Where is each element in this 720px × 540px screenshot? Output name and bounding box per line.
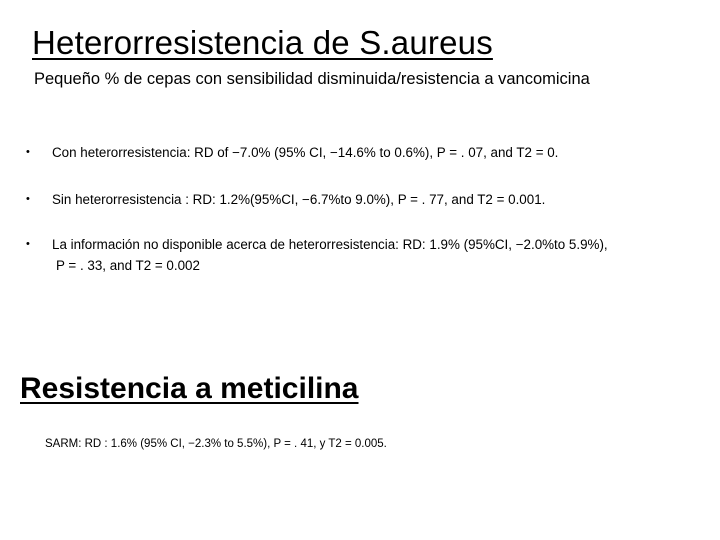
sarm-text: SARM: RD : 1.6% (95% CI, −2.3% to 5.5%), P = . 41, y T2 = 0.005. [45, 438, 387, 450]
bullet-text [52, 234, 702, 276]
bullet-text [52, 142, 702, 163]
bullet-line-continuation: P = . 33, and T2 = 0.002 [56, 258, 200, 273]
page-title: Heterorresistencia de S.aureus [32, 24, 493, 61]
page-subtitle: Pequeño % de cepas con sensibilidad disminuida/resistencia a vancomicina [34, 70, 590, 88]
bullet-icon: • [26, 193, 30, 205]
bullet-line: Con heterorresistencia: RD of −7.0% (95% CI, −14.6% to 0.6%), P = . 07, and T2 = 0. [52, 145, 559, 160]
bullet-text [52, 189, 702, 210]
bullet-line: La información no disponible acerca de heterorresistencia: RD: 1.9% (95%CI, −2.0%to 5.9%), [52, 237, 608, 252]
bullet-icon: • [26, 238, 30, 250]
bullet-icon: • [26, 146, 30, 158]
section-title: Resistencia a meticilina [20, 372, 359, 405]
bullet-line: Sin heterorresistencia : RD: 1.2%(95%CI, −6.7%to 9.0%), P = . 77, and T2 = 0.001. [52, 192, 546, 207]
